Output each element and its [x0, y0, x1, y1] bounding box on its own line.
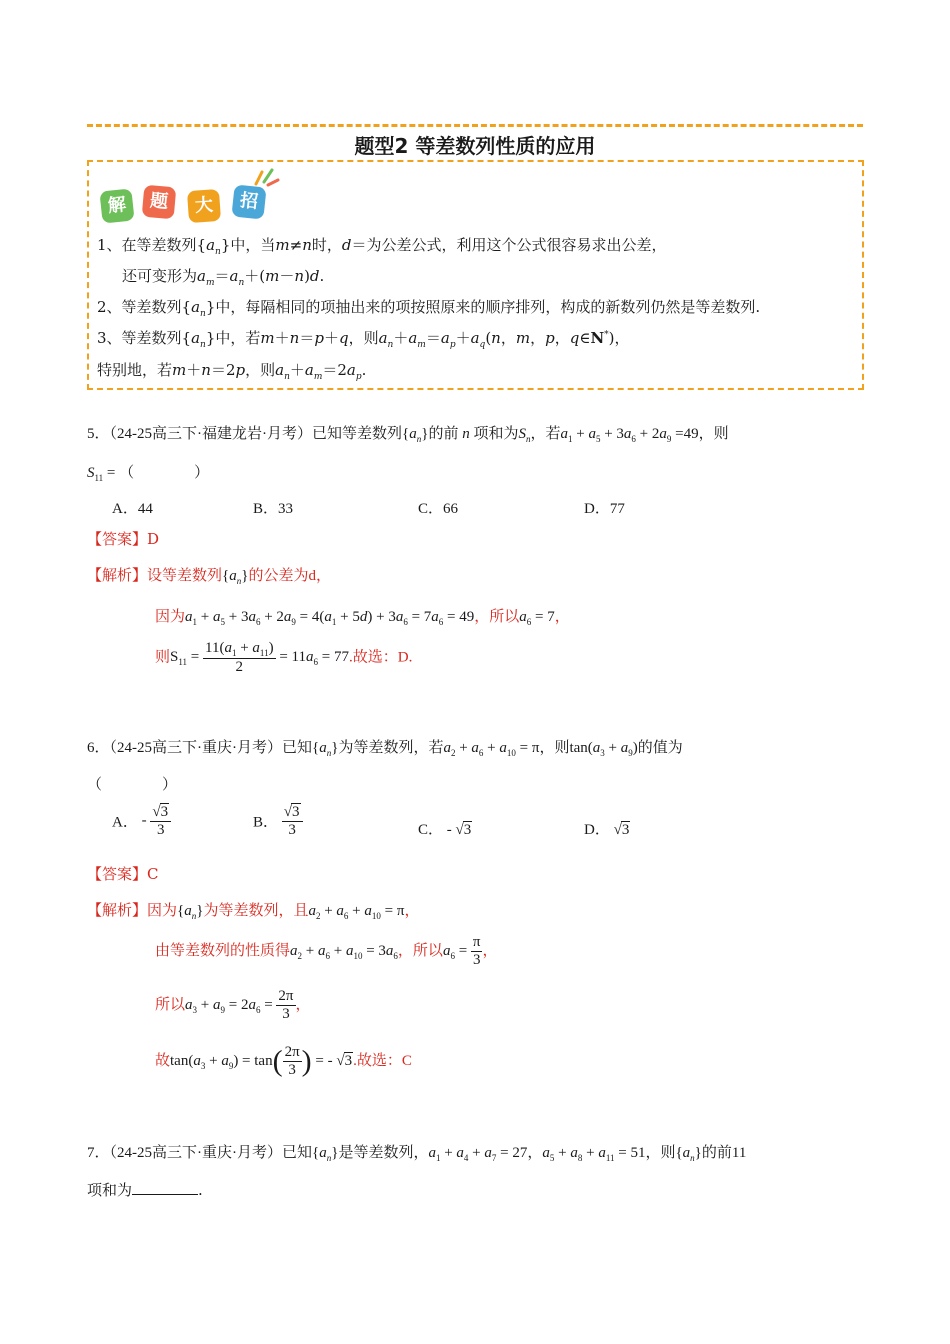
q6-analysis-line4: 故$\tan(a_3 + a_9) = \tan$( $\frac{2\pi}{3}$ ) = - √3.故选：C: [155, 1044, 412, 1078]
q6-option-b[interactable]: B． $\frac{√3}{3}$: [253, 803, 303, 839]
q5-stem-line1: 5．（24-25高三下·福建龙岩·月考）已知等差数列$\{a_n\}$的前 n 项和为$S_n$，若$a_1 + a_5 + 3a_6 + 2a_9 =49$，则: [87, 426, 729, 444]
q7-answer-blank[interactable]: [132, 1194, 198, 1195]
q6-paren: （ ）: [87, 775, 178, 793]
q5-analysis-line2: 因为$a_1 + a_5 + 3a_6 + 2a_9 = 4(a_1 + 5d) + 3a_6 = 7a_6 = 49$，所以$a_6 = 7$，: [155, 609, 570, 627]
q6-option-a[interactable]: A． - $\frac{√3}{3}$: [112, 803, 171, 839]
section-title: 题型2 等差数列性质的应用: [354, 134, 596, 158]
tip-item-1: 1、在等差数列$\{a_n\}$中，当m≠n时，d＝为公差公式，利用这个公式很容易求出公差，: [97, 236, 667, 257]
q5-analysis-line3: 则$S_{11}$ = $\frac{11(a_1 + a_{11})}{2}$ = $11a_6 = 77$.故选：D.: [155, 640, 413, 675]
q5-option-c[interactable]: C．66: [418, 501, 459, 517]
q5-number: 5．: [87, 426, 110, 442]
q5-option-d[interactable]: D．77: [584, 501, 625, 517]
badge-tile-1: 解: [99, 188, 134, 223]
q6-analysis-line2: 由等差数列的性质得$a_2 + a_6 + a_{10} = 3a_6$，所以$a_6$ = $\frac{\pi}{3}$ ，: [155, 934, 498, 968]
badge-tile-3: 大: [187, 189, 221, 223]
q6-stem-line1: 6．（24-25高三下·重庆·月考）已知$\{a_n\}$为等差数列，若$a_2 + a_6 + a_{10} = \pi$，则$\tan(a_3 + a_9)$的值为: [87, 740, 683, 758]
badge-tile-4: 招: [231, 184, 266, 219]
q6-analysis-line1: 【解析】因为$\{a_n\}$为等差数列，且$a_2 + a_6 + a_{10} = \pi$，: [87, 903, 420, 921]
q6-source: （24-25高三下·重庆·月考）: [109, 740, 283, 756]
q5-option-a[interactable]: A．44: [112, 501, 153, 517]
q5-analysis-line1: 【解析】设等差数列$\{a_n\}$的公差为d，: [87, 568, 331, 586]
q7-stem-line2: 项和为 .: [87, 1181, 203, 1199]
q5-source: （24-25高三下·福建龙岩·月考）: [109, 426, 313, 442]
tip-item-2: 2、等差数列$\{a_n\}$中，每隔相同的项抽出来的项按照原来的顺序排列，构成的新数列仍然是等差数列.: [97, 298, 761, 319]
q7-number: 7．: [87, 1145, 110, 1161]
tip-item-1-line2: 还可变形为$a_m=a_n+(m-n)d$.: [122, 267, 325, 288]
sparkle-icon: [252, 166, 280, 188]
q6-answer: 【答案】C: [87, 865, 159, 883]
tip-item-3: 3、等差数列$\{a_n\}$中，若m＋n＝p＋q，则$a_n+a_m=a_p+a_q(n$，m，p，q∈N*)，: [97, 329, 630, 350]
q7-source: （24-25高三下·重庆·月考）: [109, 1145, 283, 1161]
q5-answer: 【答案】D: [87, 530, 160, 548]
q6-number: 6．: [87, 740, 110, 756]
q6-analysis-line3: 所以$a_3 + a_9 = 2a_6$ = $\frac{2\pi}{3}$ ，: [155, 988, 311, 1022]
q7-stem-line1: 7．（24-25高三下·重庆·月考）已知$\{a_n\}$是等差数列，$a_1 + a_4 + a_7 = 27$，$a_5 + a_8 + a_{11} = 51$，则$\{a_n\}$的前11: [87, 1145, 747, 1163]
q5-stem-line2: $S_{11}$ = （ ）: [87, 465, 210, 483]
q6-option-d[interactable]: D． √3: [584, 822, 630, 838]
section-top-border: [87, 124, 863, 127]
badge-tile-2: 题: [142, 185, 177, 220]
q5-option-b[interactable]: B．33: [253, 501, 294, 517]
q6-option-c[interactable]: C． - √3: [418, 822, 472, 838]
tip-item-4: 特别地，若m＋n＝2p，则$a_n+a_m=2a_p$.: [97, 361, 367, 382]
